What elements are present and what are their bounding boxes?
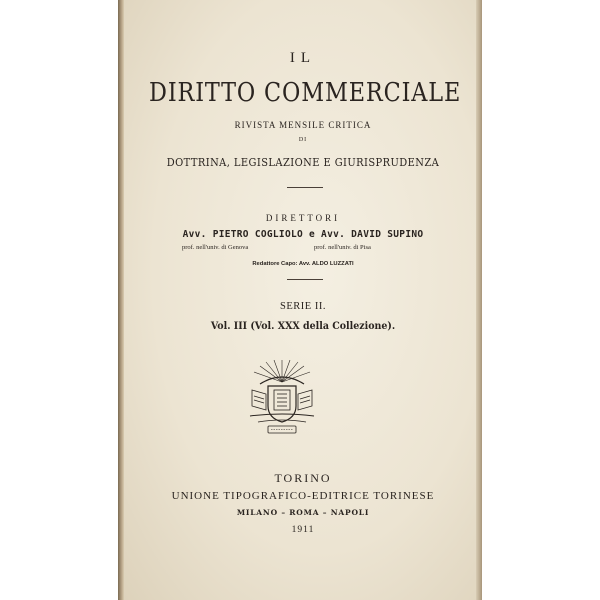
- journal-subtitle: RIVISTA MENSILE CRITICA: [234, 120, 372, 130]
- director-affiliation-left: prof. nell'univ. di Genova: [182, 244, 249, 251]
- director-affiliation-right: prof. nell'univ. di Pisa: [314, 244, 371, 251]
- divider-rule: [287, 187, 323, 188]
- journal-title: DIRITTO COMMERCIALE: [149, 78, 462, 108]
- editor-in-chief: Redattore Capo: Avv. ALDO LUZZATI: [252, 261, 354, 267]
- page-right-edge: [476, 0, 482, 600]
- imprint-publisher: UNIONE TIPOGRAFICO-EDITRICE TORINESE: [171, 490, 435, 502]
- imprint-city: TORINO: [274, 471, 332, 485]
- subtitle-connector: DI: [298, 137, 308, 143]
- divider-rule: [287, 279, 323, 280]
- title-page: [124, 0, 482, 600]
- imprint-year: 1911: [291, 525, 315, 535]
- publisher-emblem-icon: [246, 360, 318, 438]
- imprint-cities: MILANO – ROMA – NAPOLI: [236, 508, 370, 517]
- volume-label: Vol. III (Vol. XXX della Collezione).: [210, 320, 396, 332]
- directors-names: Avv. PIETRO COGLIOLO e Avv. DAVID SUPINO: [182, 229, 424, 240]
- directors-label: DIRETTORI: [265, 213, 341, 223]
- journal-subject: DOTTRINA, LEGISLAZIONE E GIURISPRUDENZA: [166, 155, 440, 169]
- title-article: IL: [289, 50, 317, 66]
- series-label: SERIE II.: [280, 301, 326, 312]
